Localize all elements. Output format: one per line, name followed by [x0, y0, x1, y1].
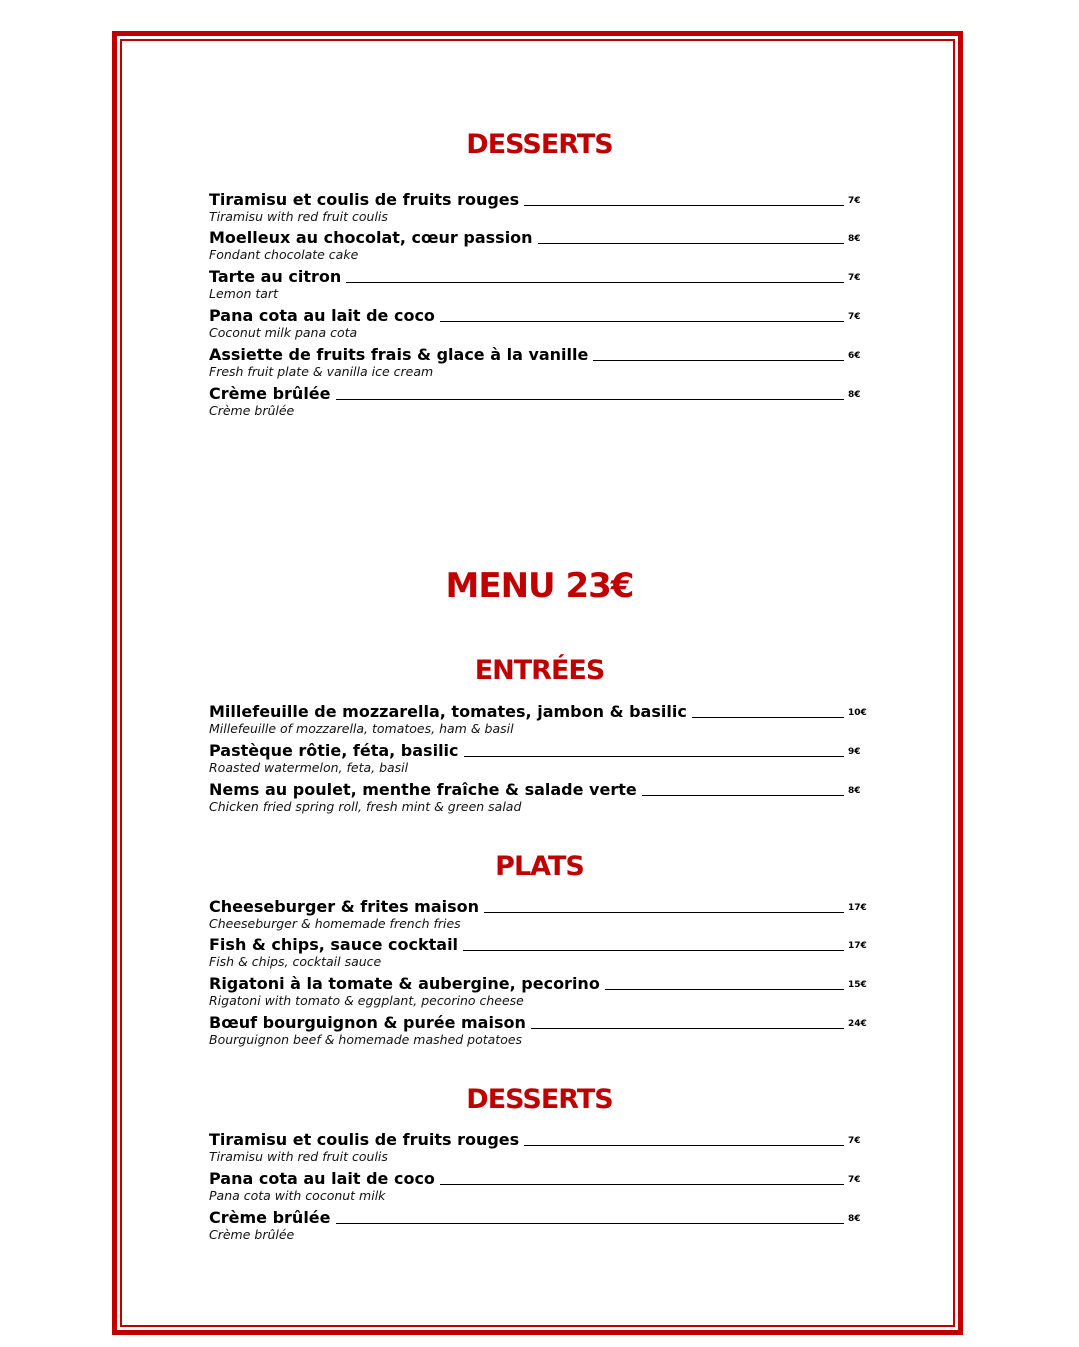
item-price: 7€: [848, 312, 861, 322]
item-description: Pana cota with coconut milk: [209, 1188, 386, 1203]
dotted-leader: [484, 911, 844, 913]
item-name: Tiramisu et coulis de fruits rouges: [209, 190, 520, 209]
menu-item: [209, 1206, 866, 1246]
menu-item: [209, 972, 866, 1012]
menu-item: [209, 382, 866, 422]
entrees-title: ENTRÉES: [474, 655, 605, 686]
dotted-leader: [692, 716, 844, 718]
plats-title: PLATS: [495, 851, 584, 882]
menu-item: [209, 304, 866, 344]
desserts-menu-title: DESSERTS: [466, 1084, 613, 1115]
dotted-leader: [440, 1183, 844, 1185]
item-description: Fish & chips, cocktail sauce: [209, 954, 382, 969]
menu-item: [209, 1167, 866, 1207]
item-description: Millefeuille of mozzarella, tomatoes, ham & basil: [209, 721, 514, 736]
item-price: 7€: [848, 196, 861, 206]
item-name: Crème brûlée: [209, 1208, 331, 1227]
item-name: Pana cota au lait de coco: [209, 306, 435, 325]
dotted-leader: [464, 755, 844, 757]
item-name: Nems au poulet, menthe fraîche & salade verte: [209, 780, 637, 799]
menu-item: [209, 895, 866, 935]
item-name: Tiramisu et coulis de fruits rouges: [209, 1130, 520, 1149]
item-name: Moelleux au chocolat, cœur passion: [209, 228, 533, 247]
dotted-leader: [538, 242, 844, 244]
item-price: 24€: [848, 1019, 867, 1029]
item-price: 8€: [848, 234, 861, 244]
menu-item: [209, 739, 866, 779]
item-description: Bourguignon beef & homemade mashed potatoes: [209, 1032, 523, 1047]
item-name: Fish & chips, sauce cocktail: [209, 935, 459, 954]
dotted-leader: [463, 949, 844, 951]
menu-item: [209, 933, 866, 973]
dotted-leader: [593, 359, 844, 361]
item-name: Cheeseburger & frites maison: [209, 897, 480, 916]
menu-item: [209, 343, 866, 383]
item-description: Cheeseburger & homemade french fries: [209, 916, 461, 931]
menu-item: [209, 778, 866, 818]
item-name: Crème brûlée: [209, 384, 331, 403]
item-price: 7€: [848, 273, 861, 283]
item-price: 8€: [848, 1214, 861, 1224]
item-description: Tiramisu with red fruit coulis: [209, 1149, 388, 1164]
menu-item: [209, 1011, 866, 1051]
menu-item: [209, 226, 866, 266]
menu-item: [209, 700, 866, 740]
item-price: 6€: [848, 351, 861, 361]
menu-item: [209, 265, 866, 305]
dotted-leader: [605, 988, 844, 990]
item-description: Rigatoni with tomato & eggplant, pecorino cheese: [209, 993, 524, 1008]
item-name: Pastèque rôtie, féta, basilic: [209, 741, 459, 760]
item-price: 17€: [848, 903, 867, 913]
item-description: Coconut milk pana cota: [209, 325, 358, 340]
dotted-leader: [346, 281, 844, 283]
item-description: Fondant chocolate cake: [209, 247, 359, 262]
item-name: Pana cota au lait de coco: [209, 1169, 435, 1188]
item-description: Crème brûlée: [209, 1227, 295, 1242]
item-description: Crème brûlée: [209, 403, 295, 418]
item-price: 8€: [848, 786, 861, 796]
item-description: Tiramisu with red fruit coulis: [209, 209, 388, 224]
item-price: 10€: [848, 708, 867, 718]
item-price: 15€: [848, 980, 867, 990]
menu-title: MENU 23€: [445, 566, 634, 606]
dotted-leader: [524, 204, 844, 206]
dotted-leader: [336, 398, 845, 400]
menu-item: [209, 1128, 866, 1168]
item-price: 7€: [848, 1136, 861, 1146]
item-price: 8€: [848, 390, 861, 400]
dotted-leader: [642, 794, 844, 796]
dotted-leader: [531, 1027, 844, 1029]
item-name: Rigatoni à la tomate & aubergine, pecorino: [209, 974, 600, 993]
item-name: Millefeuille de mozzarella, tomates, jambon & basilic: [209, 702, 687, 721]
item-description: Chicken fried spring roll, fresh mint & green salad: [209, 799, 522, 814]
item-name: Bœuf bourguignon & purée maison: [209, 1013, 526, 1032]
menu-item: [209, 188, 866, 228]
item-description: Lemon tart: [209, 286, 278, 301]
item-price: 17€: [848, 941, 867, 951]
item-description: Roasted watermelon, feta, basil: [209, 760, 409, 775]
item-name: Assiette de fruits frais & glace à la vanille: [209, 345, 589, 364]
dotted-leader: [524, 1144, 844, 1146]
desserts-title: DESSERTS: [466, 129, 613, 160]
item-description: Fresh fruit plate & vanilla ice cream: [209, 364, 434, 379]
item-price: 7€: [848, 1175, 861, 1185]
dotted-leader: [336, 1222, 845, 1224]
item-name: Tarte au citron: [209, 267, 342, 286]
item-price: 9€: [848, 747, 861, 757]
dotted-leader: [440, 320, 844, 322]
